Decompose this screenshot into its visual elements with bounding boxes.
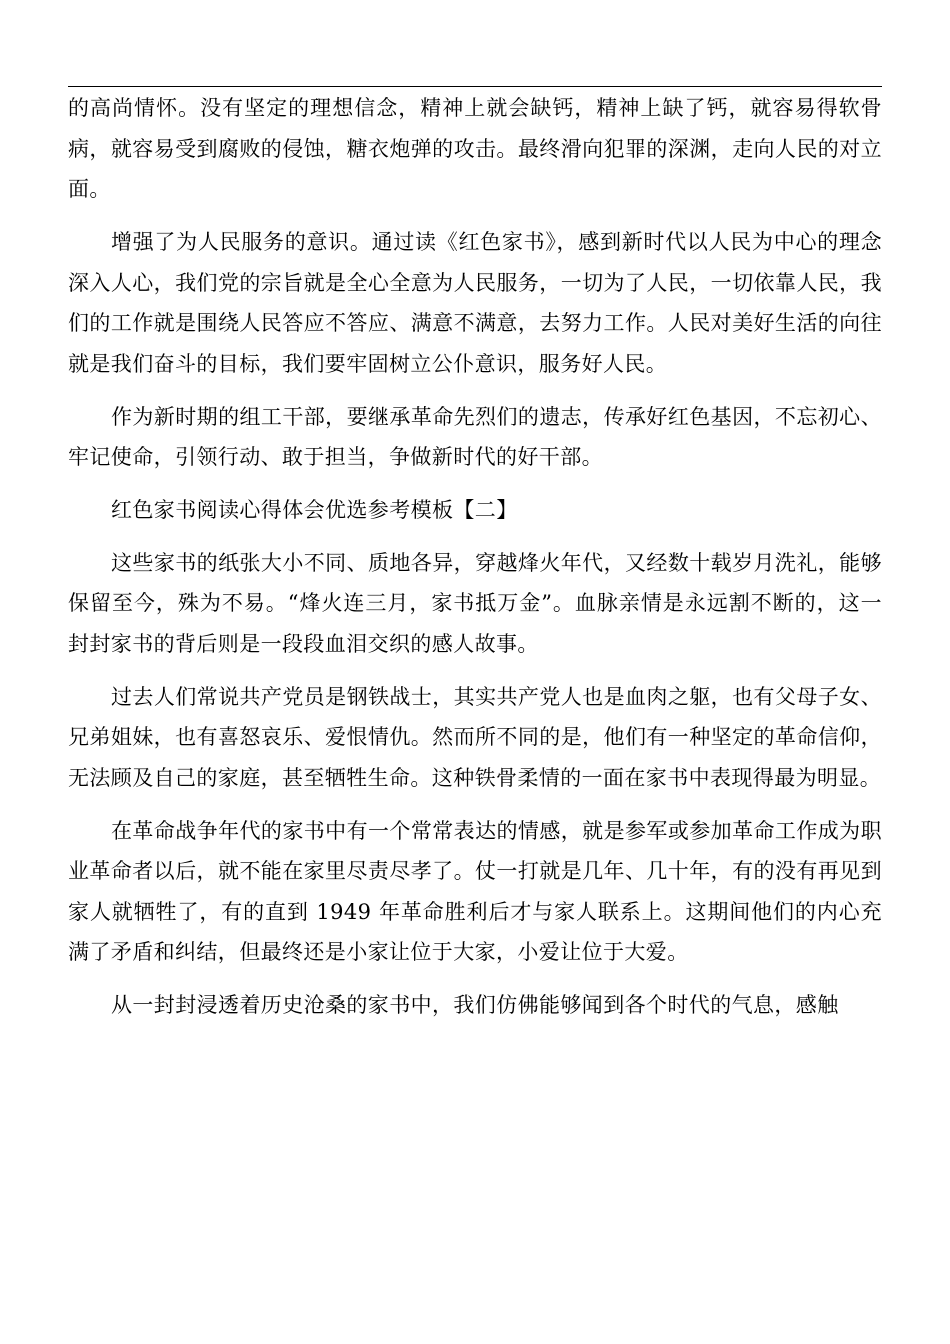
paragraph-continuation: 的高尚情怀。没有坚定的理想信念，精神上就会缺钙，精神上缺了钙，就容易得软骨病，就容易受到腐败的侵蚀，糖衣炮弹的攻击。最终滑向犯罪的深渊，走向人民的对立面。 xyxy=(68,96,882,202)
paragraph-service-awareness: 增强了为人民服务的意识。通过读《红色家书》，感到新时代以人民为中心的理念深入人心，我们党的宗旨就是全心全意为人民服务，一切为了人民，一切依靠人民，我们的工作就是围绕人民答应不答应、满意不满意，去努力工作。人民对美好生活的向往就是我们奋斗的目标，我们要牢固树立公仆意识，服务好人民。 xyxy=(68,229,882,376)
paragraph-iron-warriors: 过去人们常说共产党员是钢铁战士，其实共产党人也是血肉之躯，也有父母子女、兄弟姐妹，也有喜怒哀乐、爱恨情仇。然而所不同的是，他们有一种坚定的革命信仰，无法顾及自己的家庭，甚至牺牲生命。这种铁骨柔情的一面在家书中表现得最为明显。 xyxy=(68,684,882,790)
section-heading: 红色家书阅读心得体会优选参考模板【二】 xyxy=(111,497,518,522)
paragraph-revolution-era: 在革命战争年代的家书中有一个常常表达的情感，就是参军或参加革命工作成为职业革命者以后，就不能在家里尽责尽孝了。仗一打就是几年、几十年，有的没有再见到家人就牺牲了，有的直到 1949 年革命胜利后才与家人联系上。这期间他们的内心充满了矛盾和纠结，但最终还是小家让位于大家，小爱让位于大爱。 xyxy=(68,818,882,965)
header-rule xyxy=(68,86,882,87)
paragraph-letters-preserved: 这些家书的纸张大小不同、质地各异，穿越烽火年代，又经数十载岁月洗礼，能够保留至今，殊为不易。“烽火连三月，家书抵万金”。血脉亲情是永远割不断的，这一封封家书的背后则是一段段血泪交织的感人故事。 xyxy=(68,550,882,656)
paragraph-history-letters: 从一封封浸透着历史沧桑的家书中，我们仿佛能够闻到各个时代的气息，感触 xyxy=(111,993,839,1018)
document-body xyxy=(68,88,882,1026)
paragraph-cadre-mission: 作为新时期的组工干部，要继承革命先烈们的遗志，传承好红色基因，不忘初心、牢记使命，引领行动、敢于担当，争做新时代的好干部。 xyxy=(68,404,882,470)
